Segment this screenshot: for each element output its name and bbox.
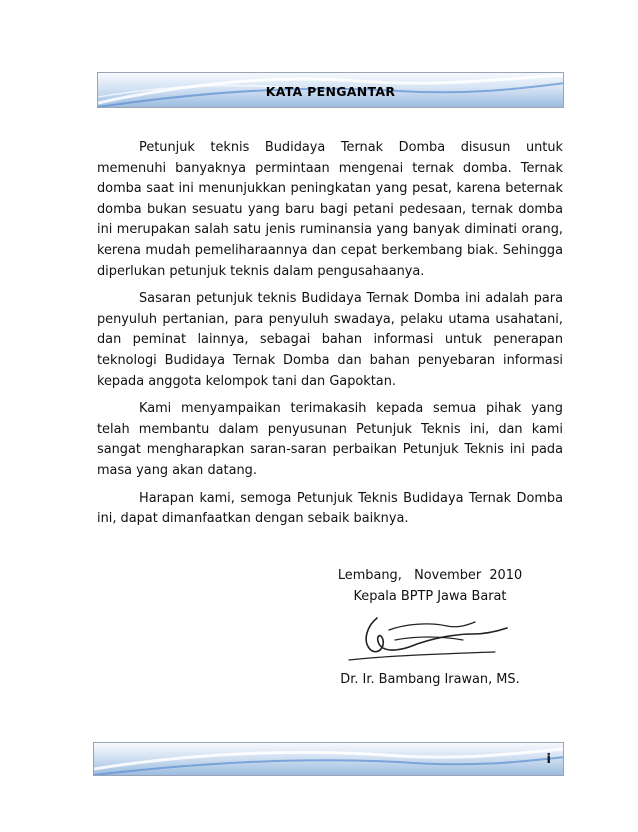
body-text: [97, 138, 563, 537]
signer-name: Dr. Ir. Bambang Irawan, MS.: [340, 672, 520, 687]
footer-banner: [93, 742, 564, 776]
place-date: Lembang, November 2010: [337, 568, 523, 583]
handwritten-signature-icon: [345, 610, 515, 668]
signer-position: Kepala BPTP Jawa Barat: [353, 588, 507, 604]
signature-block: [325, 566, 535, 607]
paragraph-2: Sasaran petunjuk teknis Budidaya Ternak Domba ini adalah para penyuluh pertanian, para penyuluh swadaya, pelaku utama usahatani, dan peminat lainnya, sebagai bahan informasi untuk penerapan teknologi Budidaya Ternak Domba dan bahan penyebaran informasi kepada anggota kelompok tani dan Gapoktan.: [97, 291, 563, 389]
page-title: KATA PENGANTAR: [265, 84, 396, 99]
wave-decoration-icon: [94, 743, 564, 776]
paragraph-1: Petunjuk teknis Budidaya Ternak Domba disusun untuk memenuhi banyaknya permintaan mengenai ternak domba. Ternak domba saat ini menunjukkan peningkatan yang pesat, karena beternak domba bukan sesuatu yang baru bagi petani pedesaan, ternak domba ini merupakan salah satu jenis ruminansia yang banyak diminati orang, kerena mudah pemeliharaannya dan cepat berkembang biak. Sehingga diperlukan petunjuk teknis dalam pengusahaanya.: [97, 140, 563, 279]
paragraph-4: Harapan kami, semoga Petunjuk Teknis Budidaya Ternak Domba ini, dapat dimanfaatkan dengan sebaik baiknya.: [97, 490, 563, 527]
header-banner: [97, 72, 564, 108]
paragraph-3: Kami menyampaikan terimakasih kepada semua pihak yang telah membantu dalam penyusunan Petunjuk Teknis ini, dan kami sangat mengharapkan saran-saran perbaikan Petunjuk Teknis ini pada masa yang akan datang.: [97, 401, 563, 478]
page-number: i: [546, 752, 551, 767]
